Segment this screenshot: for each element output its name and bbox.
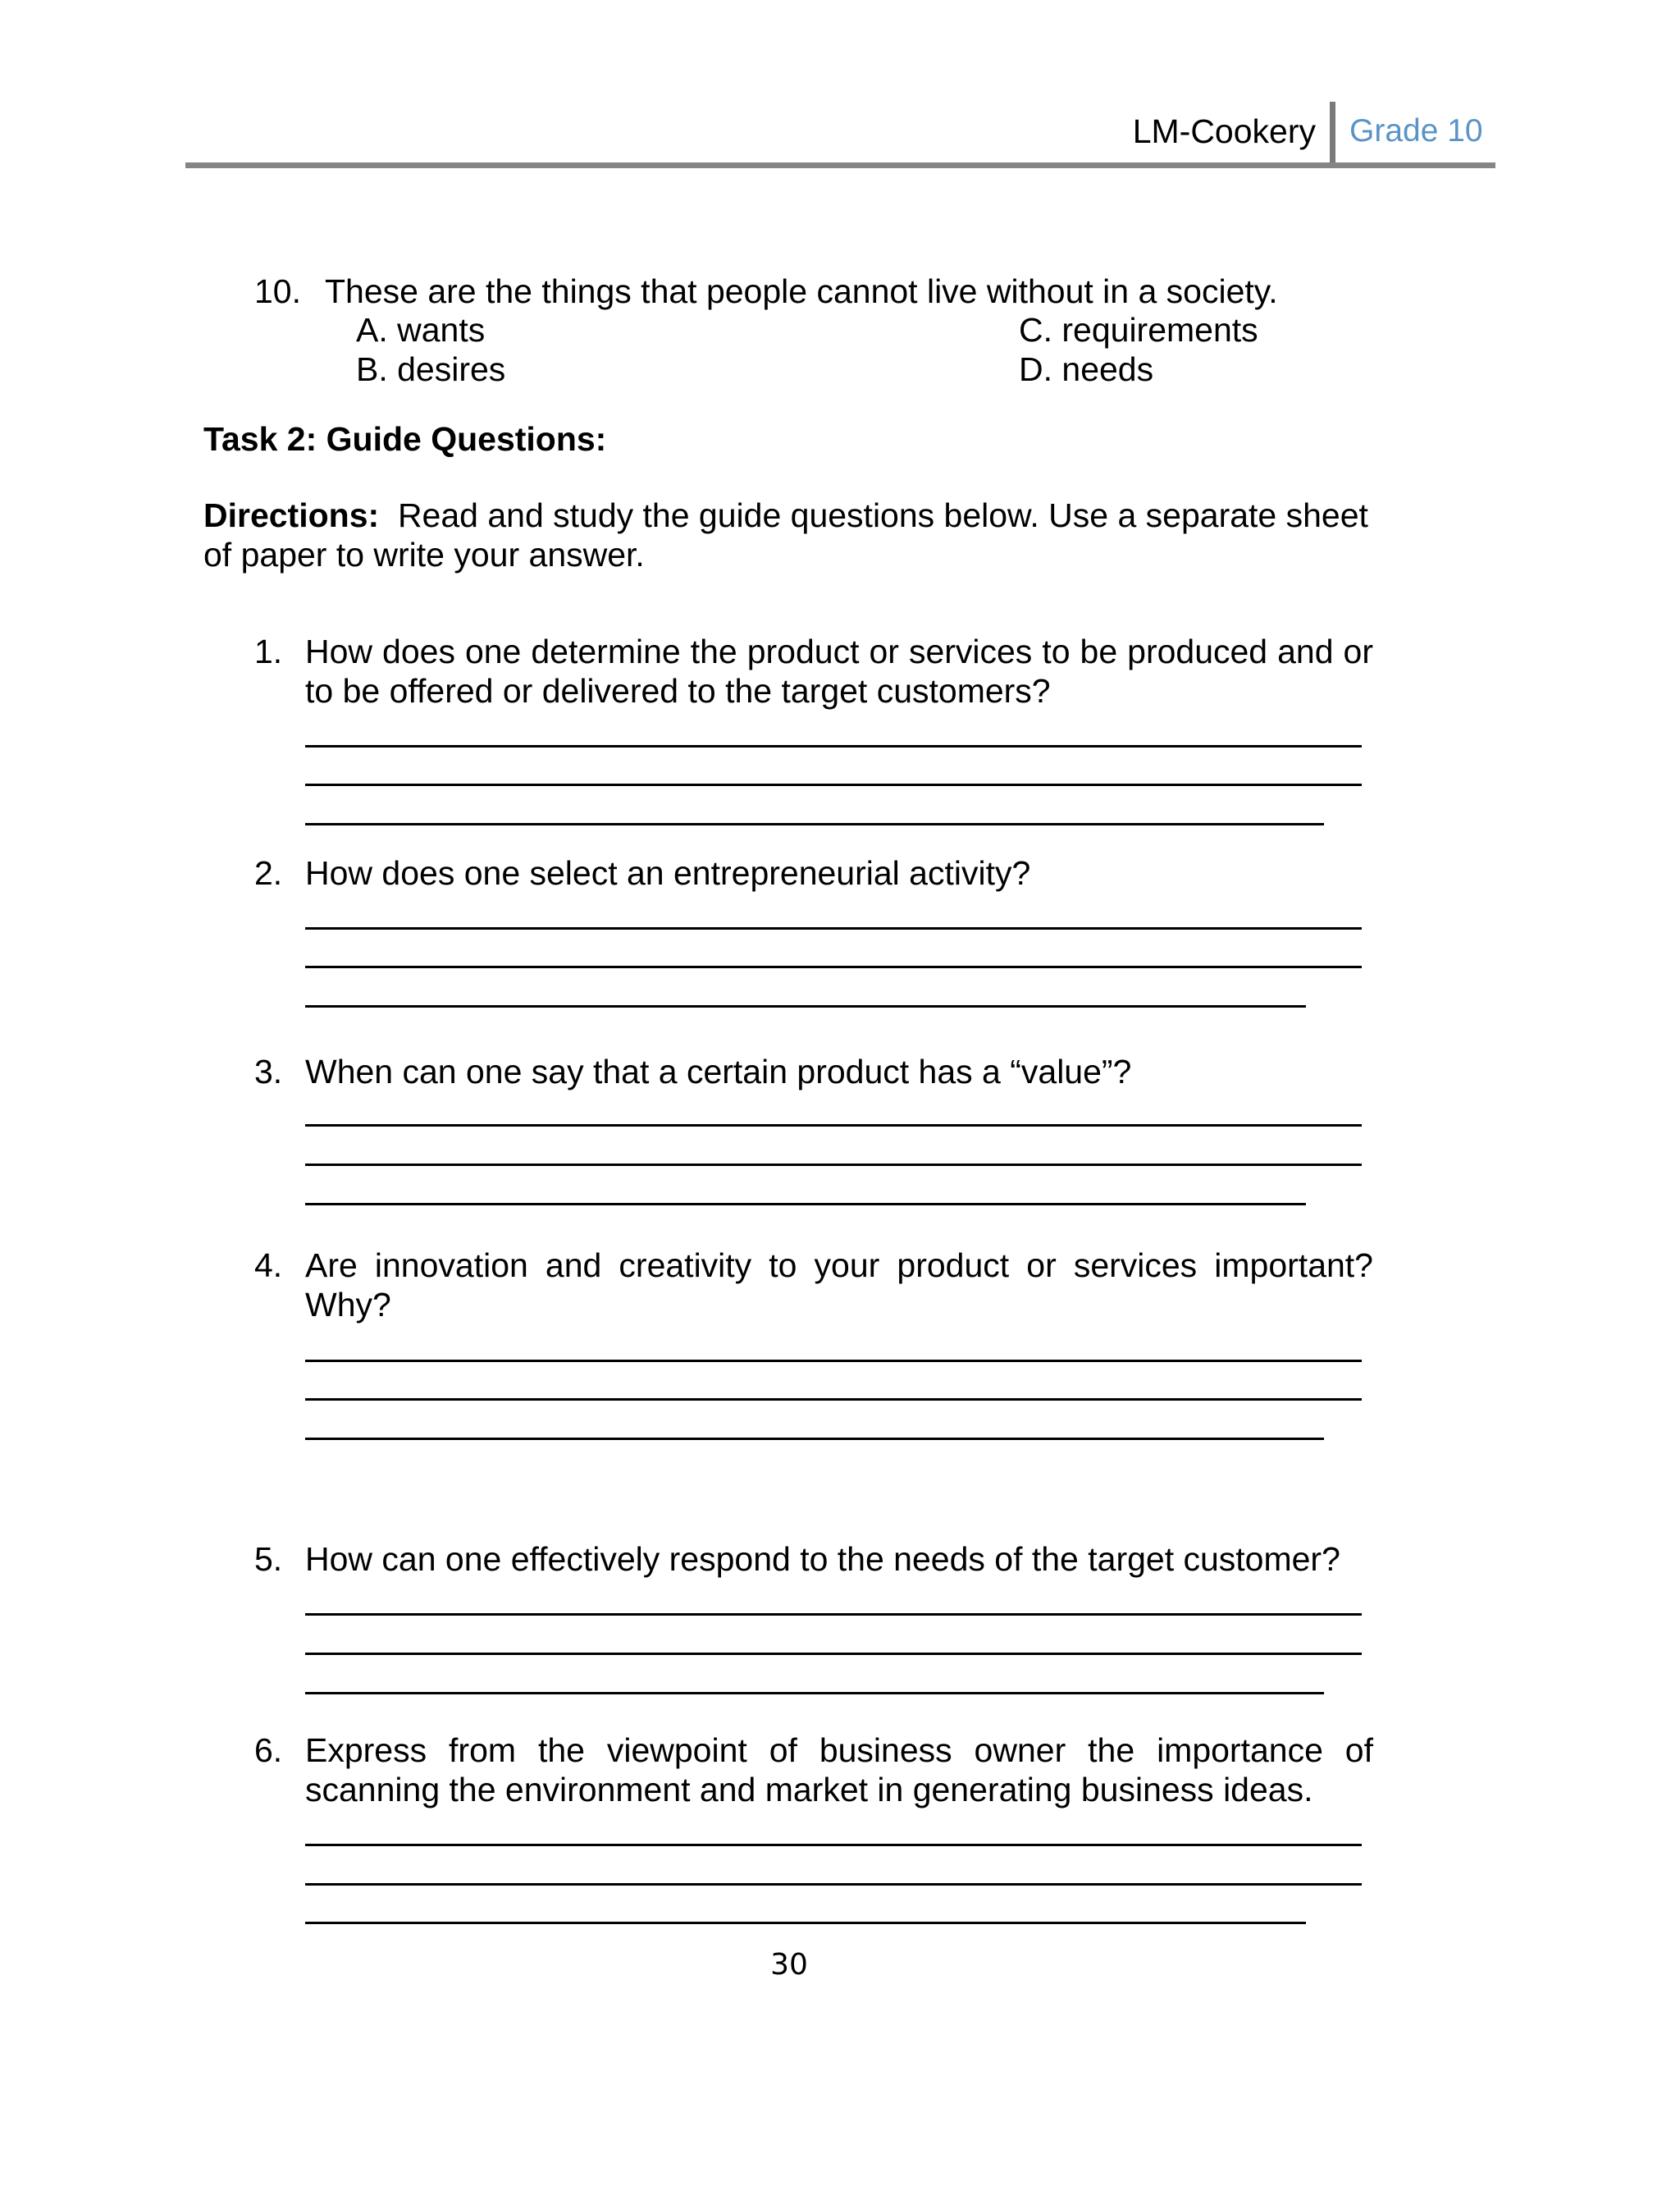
- question-number: 1.: [254, 633, 283, 670]
- answer-line[interactable]: [305, 1203, 1306, 1205]
- q10-option-b: B. desires: [356, 350, 506, 388]
- answer-line[interactable]: [305, 1922, 1306, 1924]
- question-number: 3.: [254, 1053, 283, 1090]
- question-text: Are innovation and creativity to your product or services important? Why?: [305, 1246, 1373, 1324]
- question-1: [254, 632, 1373, 711]
- page-number: 30: [770, 1948, 808, 1982]
- answer-line[interactable]: [305, 1005, 1306, 1008]
- answer-line[interactable]: [305, 745, 1362, 748]
- q10-option-c: C. requirements: [1019, 311, 1258, 349]
- question-text: How does one select an entrepreneurial activity?: [305, 854, 1031, 892]
- header-grade: Grade 10: [1349, 113, 1483, 149]
- question-2: [254, 853, 1373, 893]
- answer-line[interactable]: [305, 1844, 1362, 1846]
- answer-line[interactable]: [305, 1360, 1362, 1362]
- header-title: LM-Cookery: [1132, 112, 1316, 150]
- q10-option-d: D. needs: [1019, 350, 1154, 388]
- question-text: How does one determine the product or services to be produced and or to be offered or delivered to the target customers?: [305, 633, 1373, 710]
- answer-line[interactable]: [305, 1692, 1324, 1694]
- task-heading: Task 2: Guide Questions:: [203, 420, 607, 458]
- header-rule: [185, 162, 1495, 168]
- question-3: [254, 1052, 1373, 1091]
- question-number: 2.: [254, 854, 283, 892]
- answer-line[interactable]: [305, 966, 1362, 968]
- q10-option-a: A. wants: [356, 311, 486, 349]
- answer-line[interactable]: [305, 1398, 1362, 1401]
- directions-text: Read and study the guide questions below. Use a separate sheet of paper to write your answer.: [203, 496, 1368, 574]
- answer-line[interactable]: [305, 1438, 1324, 1440]
- q10-number: 10.: [254, 272, 301, 310]
- answer-line[interactable]: [305, 784, 1362, 786]
- answer-line[interactable]: [305, 1164, 1362, 1166]
- question-text: How can one effectively respond to the needs of the target customer?: [305, 1540, 1340, 1578]
- question-text: Express from the viewpoint of business owner the importance of scanning the environment and market in generating business ideas.: [305, 1731, 1373, 1808]
- question-text: When can one say that a certain product has a “value”?: [305, 1053, 1132, 1090]
- question-number: 5.: [254, 1540, 283, 1578]
- answer-line[interactable]: [305, 1613, 1362, 1616]
- question-6: [254, 1731, 1373, 1809]
- answer-line[interactable]: [305, 1883, 1362, 1886]
- question-number: 4.: [254, 1246, 283, 1284]
- directions-label: Directions:: [203, 496, 380, 534]
- question-number: 6.: [254, 1731, 283, 1769]
- directions: [203, 496, 1385, 574]
- q10-text: These are the things that people cannot live without in a society.: [325, 272, 1278, 310]
- answer-line[interactable]: [305, 823, 1324, 825]
- answer-line[interactable]: [305, 927, 1362, 930]
- answer-line[interactable]: [305, 1653, 1362, 1655]
- header-separator: [1330, 102, 1335, 164]
- answer-line[interactable]: [305, 1124, 1362, 1127]
- question-5: [254, 1539, 1373, 1579]
- question-4: [254, 1246, 1373, 1324]
